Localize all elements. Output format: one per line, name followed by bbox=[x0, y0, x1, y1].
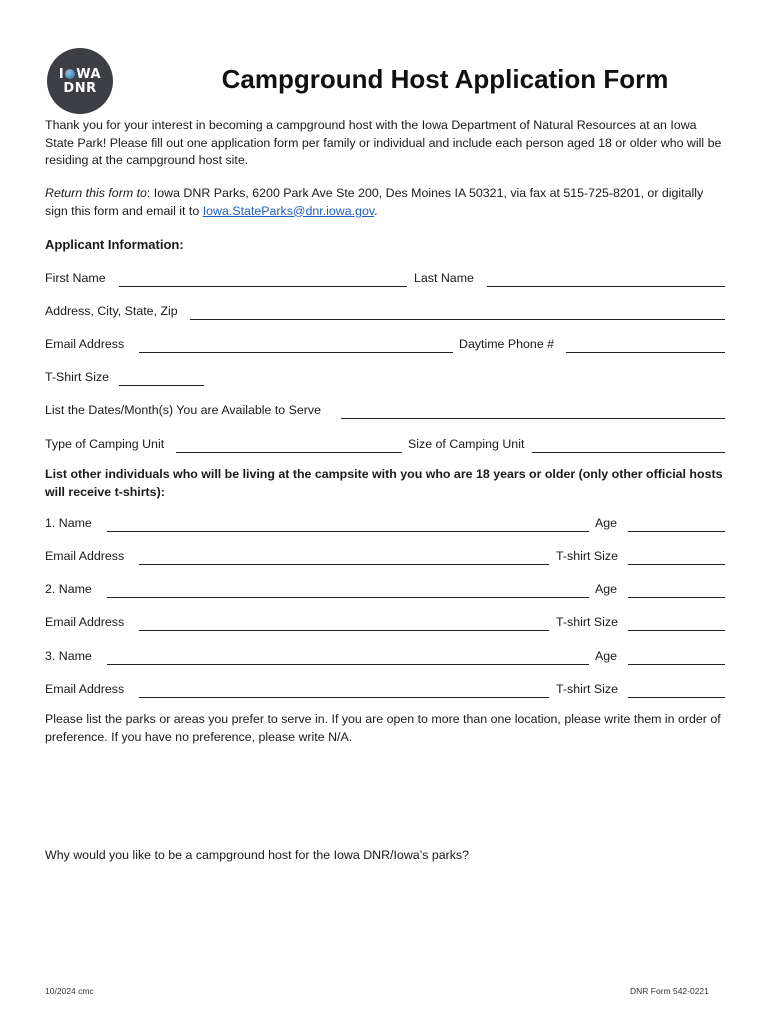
form-title: Campground Host Application Form bbox=[221, 64, 669, 94]
last-name-label: Last Name bbox=[414, 271, 474, 285]
email-field[interactable] bbox=[139, 352, 453, 353]
person3-email-field[interactable] bbox=[139, 697, 549, 698]
parks-response-area[interactable] bbox=[45, 752, 725, 842]
phone-label: Daytime Phone # bbox=[459, 337, 555, 351]
logo-letters-wa: WA bbox=[76, 66, 102, 82]
person2-age-label: Age bbox=[595, 582, 618, 596]
person1-age-field[interactable] bbox=[628, 531, 725, 532]
camping-size-label: Size of Camping Unit bbox=[408, 437, 525, 451]
return-instructions bbox=[45, 185, 725, 220]
return-text: : Iowa DNR Parks, 6200 Park Ave Ste 200, Des Moines IA 50321, via fax at 515-725-8201, or digitally sign this form and email it to bbox=[45, 186, 704, 218]
camping-size-field[interactable] bbox=[532, 452, 725, 453]
email-label: Email Address bbox=[45, 337, 125, 351]
person3-age-field[interactable] bbox=[628, 664, 725, 665]
tshirt-field[interactable] bbox=[119, 385, 204, 386]
first-name-field[interactable] bbox=[119, 286, 407, 287]
person3-email-label: Email Address bbox=[45, 682, 125, 696]
person1-name-field[interactable] bbox=[107, 531, 589, 532]
person3-age-label: Age bbox=[595, 649, 618, 663]
dates-label: List the Dates/Month(s) You are Available to Serve bbox=[45, 403, 321, 417]
person1-age-label: Age bbox=[595, 516, 618, 530]
tshirt-label: T-Shirt Size bbox=[45, 370, 110, 384]
camping-type-label: Type of Camping Unit bbox=[45, 437, 165, 451]
others-heading: List other individuals who will be living at the campsite with you who are 18 years or older (only other official hosts will receive t-shirts): bbox=[45, 467, 723, 499]
return-prefix: Return this form to bbox=[45, 186, 147, 200]
person1-email-label: Email Address bbox=[45, 549, 125, 563]
address-field[interactable] bbox=[190, 319, 725, 320]
person3-tshirt-label: T-shirt Size bbox=[556, 682, 618, 696]
email-link[interactable]: Iowa.StateParks@dnr.iowa.gov bbox=[202, 203, 375, 218]
person3-name-field[interactable] bbox=[107, 664, 589, 665]
logo-line2: DNR bbox=[63, 80, 97, 96]
person2-name-field[interactable] bbox=[107, 597, 589, 598]
last-name-field[interactable] bbox=[487, 286, 725, 287]
footer-form-number: DNR Form 542-0221 bbox=[630, 986, 709, 996]
why-response-area[interactable] bbox=[45, 870, 725, 970]
logo-letter-i: I bbox=[58, 66, 65, 82]
person1-tshirt-label: T-shirt Size bbox=[556, 549, 618, 563]
dates-field[interactable] bbox=[341, 418, 725, 419]
person2-tshirt-field[interactable] bbox=[628, 630, 725, 631]
phone-field[interactable] bbox=[566, 352, 725, 353]
person2-email-field[interactable] bbox=[139, 630, 549, 631]
applicant-heading: Applicant Information: bbox=[45, 237, 184, 252]
person3-name-label: 3. Name bbox=[45, 649, 92, 663]
return-end: . bbox=[374, 203, 378, 218]
parks-prompt: Please list the parks or areas you prefer to serve in. If you are open to more than one location, please write them in order of preference. If you have no preference, please write N/A. bbox=[45, 712, 721, 744]
person2-name-label: 2. Name bbox=[45, 582, 92, 596]
person3-tshirt-field[interactable] bbox=[628, 697, 725, 698]
person1-tshirt-field[interactable] bbox=[628, 564, 725, 565]
first-name-label: First Name bbox=[45, 271, 106, 285]
person2-age-field[interactable] bbox=[628, 597, 725, 598]
camping-type-field[interactable] bbox=[176, 452, 402, 453]
address-label: Address, City, State, Zip bbox=[45, 304, 178, 318]
person2-email-label: Email Address bbox=[45, 615, 125, 629]
intro-paragraph: Thank you for your interest in becoming a campground host with the Iowa Department of Natural Resources at an Iowa State Park! Please fill out one application form per family or individual and include each person aged 18 or older who will be residing at the campground host site. bbox=[45, 118, 722, 167]
why-prompt: Why would you like to be a campground host for the Iowa DNR/Iowa’s parks? bbox=[45, 848, 470, 862]
person1-name-label: 1. Name bbox=[45, 516, 92, 530]
person2-tshirt-label: T-shirt Size bbox=[556, 615, 618, 629]
person1-email-field[interactable] bbox=[139, 564, 549, 565]
footer-date: 10/2024 cmc bbox=[45, 986, 94, 996]
